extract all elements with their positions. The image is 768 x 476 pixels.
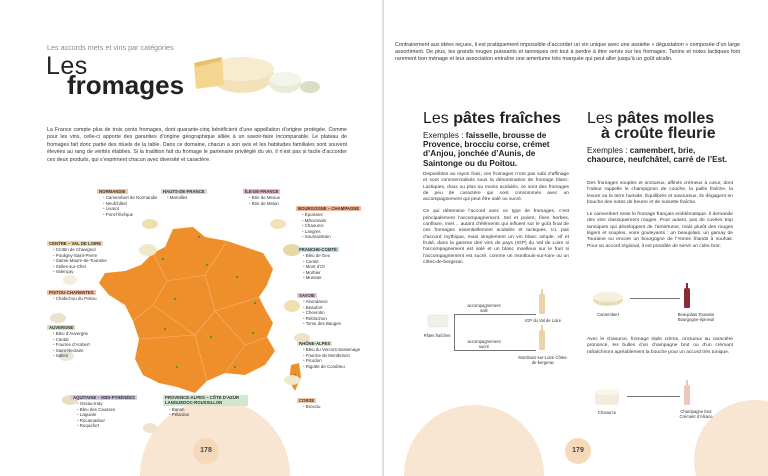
region-franche-comte <box>297 247 339 280</box>
col2-title-main: pâtes molles <box>617 110 715 127</box>
region-aquitaine-midi-pyrenees <box>71 395 137 428</box>
col2-paragraph: Le camembert reste le fromage français emblématique. Il demande des vins classiquement rouges. Pour autant, pas de cuvées trop tanniques qui développent de l’amertume, mais plutôt des rouges légers et souples, voire gouleyants : un beaujolais, un gamay de Touraine ou encore un bourgogne de l’Yonne friands à souhait. Pour un accord régional, il est possible de servir un cidre brut. <box>587 212 733 249</box>
cheese-item: • Bleu de Gex <box>303 253 339 258</box>
col2-body-b <box>587 337 733 362</box>
wine-bottle-red <box>684 288 690 308</box>
region-provence-languedoc <box>163 395 248 418</box>
cheese-item: • Brie de Meaux <box>249 195 280 200</box>
region-corse <box>297 398 320 410</box>
cheese-illustration <box>190 45 340 105</box>
camembert-label: Camembert <box>597 312 619 317</box>
connector <box>454 350 536 351</box>
cheese-item: • Selles-sur-Cher <box>53 264 107 269</box>
wine-label-montlouis: Montlouis-sur-Loire Côtes-de-bergerac <box>518 355 568 365</box>
title-les: Les <box>46 52 88 80</box>
examples-label: Exemples : <box>423 131 466 140</box>
examples-label: Exemples : <box>587 146 630 155</box>
intro-paragraph-right: Contrairement aux idées reçues, il est pratiquement impossible d’accorder un vin unique avec une assiette « dégustation » composée d’un large assortiment. De plus, les grands rouges puissants et tanniques ont tout à perdre à être servis sur les fromages. Tanins et notes lactiques font rarement bon ménage et leur association entraîne une amertume très marquée qui peut aller jusqu’à un goût alcalin. <box>395 42 740 63</box>
cheese-item: • Morbier <box>303 270 339 275</box>
decor-circle-bottom <box>404 405 544 476</box>
wine-label-igp: IGP du Val de Loire <box>524 318 562 323</box>
page-number-left: 178 <box>193 438 219 464</box>
connector <box>454 314 536 315</box>
region-name: ÎLE-DE-FRANCE <box>245 189 279 194</box>
col2-paragraph: Des fromages souples et onctueux, affinés crémeux à cœur, dont l’odeur rappelle le champignon de couche, la paille fraîche, la levure ou la terre humide. Équilibrés et savoureux, ils dégagent en bouche des notes de beurre et de noisette fraîche. <box>587 181 733 205</box>
col1-paragraph: Ce qui détermine l’accord avec ce type de fromages, c’est principalement l’accompagnement. Sel et poivre, fines herbes, confiture, miel… autant d’éléments qui influent sur le goût final de ces fromages essentiellement acidulés et lactiques. Ici, pas d’accord mythique, mais simplement un vin blanc simple, vif et fruité, dans la gamme des vins de pays (IGP) du Val de Loire si l’accompagnement est salé et un blanc moelleux sur le fruit si l’accompagnement est sucré, comme un montlouis-sur-loire ou un côtes-de-bergerac. <box>423 209 569 265</box>
region-bourgogne-champagne <box>296 206 361 239</box>
cheese-item: • Abondance <box>303 299 341 304</box>
chaource-icon <box>592 385 622 407</box>
region-poitou-charentes <box>47 290 97 302</box>
cheese-item: • Camembert de Normandie <box>103 195 158 200</box>
cheese-item: • Laguiole <box>77 412 137 417</box>
cheese-item: • Munster <box>303 275 339 280</box>
cheese-item: • Valençay <box>53 269 107 274</box>
cheese-item: • Comté <box>303 259 339 264</box>
cheese-item: • Chevrotin <box>303 310 341 315</box>
cheese-item: • Beaufort <box>303 305 341 310</box>
fresh-cheese-label: Pâtes fraîches <box>423 333 451 338</box>
wine-label-camembert: Beaujolais Touraine Bourgogne-épineuil <box>677 312 715 322</box>
wine-label-chaource: Champagne brut Crémant d’Alsace <box>679 409 713 419</box>
page-title: fromages <box>67 70 185 100</box>
col2-title-sub: à croûte fleurie <box>601 125 716 142</box>
col1-paragraph: Disponibles au rayon frais, ces fromages n’ont pas subi d’affinage et sont commercialisés sous la dénomination de fromage blanc. Lactiques, doux ou plus ou moins acidulés, ce sont des fromages de peu de caractère qui sont consommés avec un accompagnement qui peut être salé ou sucré. <box>423 172 569 203</box>
cheese-item: • Pouligny-Saint-Pierre <box>53 253 107 258</box>
section-supertitle: Les accords mets et vins par catégories <box>47 43 174 52</box>
chaource-label: Chaource <box>597 410 617 415</box>
region-name: RHÔNE-ALPES <box>299 341 331 346</box>
cheese-item: • Langres <box>302 229 361 234</box>
region-hauts-de-france <box>161 189 207 201</box>
region-savoie <box>297 293 341 326</box>
cheese-item: • Saint-Nectaire <box>53 348 90 353</box>
cheese-item: • Picodon <box>303 358 360 363</box>
wine-bottle-sparkling <box>684 385 690 405</box>
col2-examples <box>587 146 732 164</box>
cheese-item: • Fourme d’Ambert <box>53 342 90 347</box>
cheese-item: • Tome des Bauges <box>303 321 341 326</box>
col2-title <box>587 111 737 141</box>
region-name: PROVENCE-ALPES – CÔTE D’AZUR LANGUEDOC-ROUSSILLON <box>163 395 248 406</box>
cheese-item: • Fourme de Montbrison <box>303 353 360 358</box>
cheese-item: • Chabichou du Poitou <box>53 296 97 301</box>
col2-paragraph: Avec le chaource, fromage triple crème, onctueux au caractère prononcé, les bulles d’un champagne brut ou d’un crémant rafraîchiront agréablement la bouche pour un accord très tonique. <box>587 337 733 355</box>
camembert-icon <box>591 288 625 308</box>
region-name: AQUITAINE – MIDI-PYRÉNÉES <box>73 395 135 400</box>
col2-body-a <box>587 181 733 256</box>
region-name: FRANCHE-COMTÉ <box>299 247 337 252</box>
region-name: CENTRE – VAL DE LOIRE <box>49 241 102 246</box>
cheese-item: • Soumaintrain <box>302 234 361 239</box>
cheese-item: • Époisses <box>302 212 361 217</box>
page-number-right: 179 <box>565 438 591 464</box>
wine-bottle-white <box>539 330 545 350</box>
fresh-cheese-icon <box>426 313 450 329</box>
cheese-item: • Banon <box>169 407 248 412</box>
region-name: HAUTS-DE-FRANCE <box>163 189 205 194</box>
region-name: BOURGOGNE – CHAMPAGNE <box>298 206 360 211</box>
cheese-item: • Bleu des Causses <box>77 407 137 412</box>
acc-sucre-label: accompagnement sucré <box>467 339 501 349</box>
region-ile-de-france <box>243 189 280 206</box>
cheese-item: • Reblochon <box>303 316 341 321</box>
cheese-item: • Bleu d’Auvergne <box>53 331 90 336</box>
cheese-item: • Ossau-Iraty <box>77 401 137 406</box>
region-auvergne <box>47 325 90 358</box>
cheese-item: • Pélardon <box>169 412 248 417</box>
region-normandie <box>97 189 158 217</box>
cheese-item: • Livarot <box>103 206 158 211</box>
region-name: AUVERGNE <box>49 325 74 330</box>
examples-list: camembert, brie, chaource, neufchâtel, carré de l’Est. <box>587 146 728 165</box>
examples-list: faisselle, brousse de Provence, brocciu corse, crémet d’Anjou, jonchée d’Aunis, de Saintonge ou du Poitou. <box>423 131 550 168</box>
cheese-item: • Crottin de Chavignol <box>53 247 107 252</box>
right-page <box>384 0 768 476</box>
cheese-item: • Maroilles <box>167 195 207 200</box>
region-name: SAVOIE <box>299 293 315 298</box>
region-name: NORMANDIE <box>99 189 126 194</box>
col1-examples <box>423 131 573 168</box>
col1-body <box>423 172 569 272</box>
cheese-item: • Neufchâtel <box>103 201 158 206</box>
connector <box>630 298 680 299</box>
region-centre-val-de-loire <box>47 241 107 274</box>
cheese-item: • Salers <box>53 353 90 358</box>
cheese-item: • Sainte-Maure-de-Touraine <box>53 258 107 263</box>
cheese-item: • Pont-l’Évêque <box>103 212 158 217</box>
connector <box>627 396 680 397</box>
region-name: POITOU-CHARENTES <box>49 290 94 295</box>
cheese-item: • Mont d’Or <box>303 264 339 269</box>
col2-title-les: Les <box>587 110 618 127</box>
col1-title <box>423 111 561 126</box>
cheese-item: • Mâconnais <box>302 218 361 223</box>
cheese-item: • Brie de Melun <box>249 201 280 206</box>
cheese-item: • Cantal <box>53 337 90 342</box>
cheese-item: • Roquefort <box>77 423 137 428</box>
intro-paragraph: La France compte plus de trois cents fromages, dont quarante-cinq bénéficient d’une appellation d’origine protégée. Comme pour les vins, celle-ci apporte des garanties d’origine géographique alliée à un savoir-faire incomparable. Le plateau de fromages fait donc partie des rituels de la table. Dans ce domaine, chacun a son avis et les habitudes familiales sont souvent élevées au rang de vérités établies. Si la tradition fait du fromage le partenaire privilégié du vin, il n’est pas si facile d’accorder ces deux produits, qui s’expriment chacun avec diversité et caractère. <box>47 127 347 163</box>
connector <box>454 314 455 350</box>
cheese-item: • Brocciu <box>303 404 320 409</box>
wine-bottle-white <box>539 294 545 314</box>
cheese-item: • Chaource <box>302 223 361 228</box>
col1-title-les: Les <box>423 110 454 127</box>
region-name: CORSE <box>299 398 315 403</box>
cheese-item: • Rigotte de Condrieu <box>303 364 360 369</box>
region-rhone-alpes <box>297 341 360 369</box>
cheese-item: • Bleu du Vercors-Sassenage <box>303 347 360 352</box>
cheese-item: • Rocamadour <box>77 418 137 423</box>
acc-sale-label: accompagnement salé <box>467 303 501 313</box>
col1-title-main: pâtes fraîches <box>453 110 561 127</box>
